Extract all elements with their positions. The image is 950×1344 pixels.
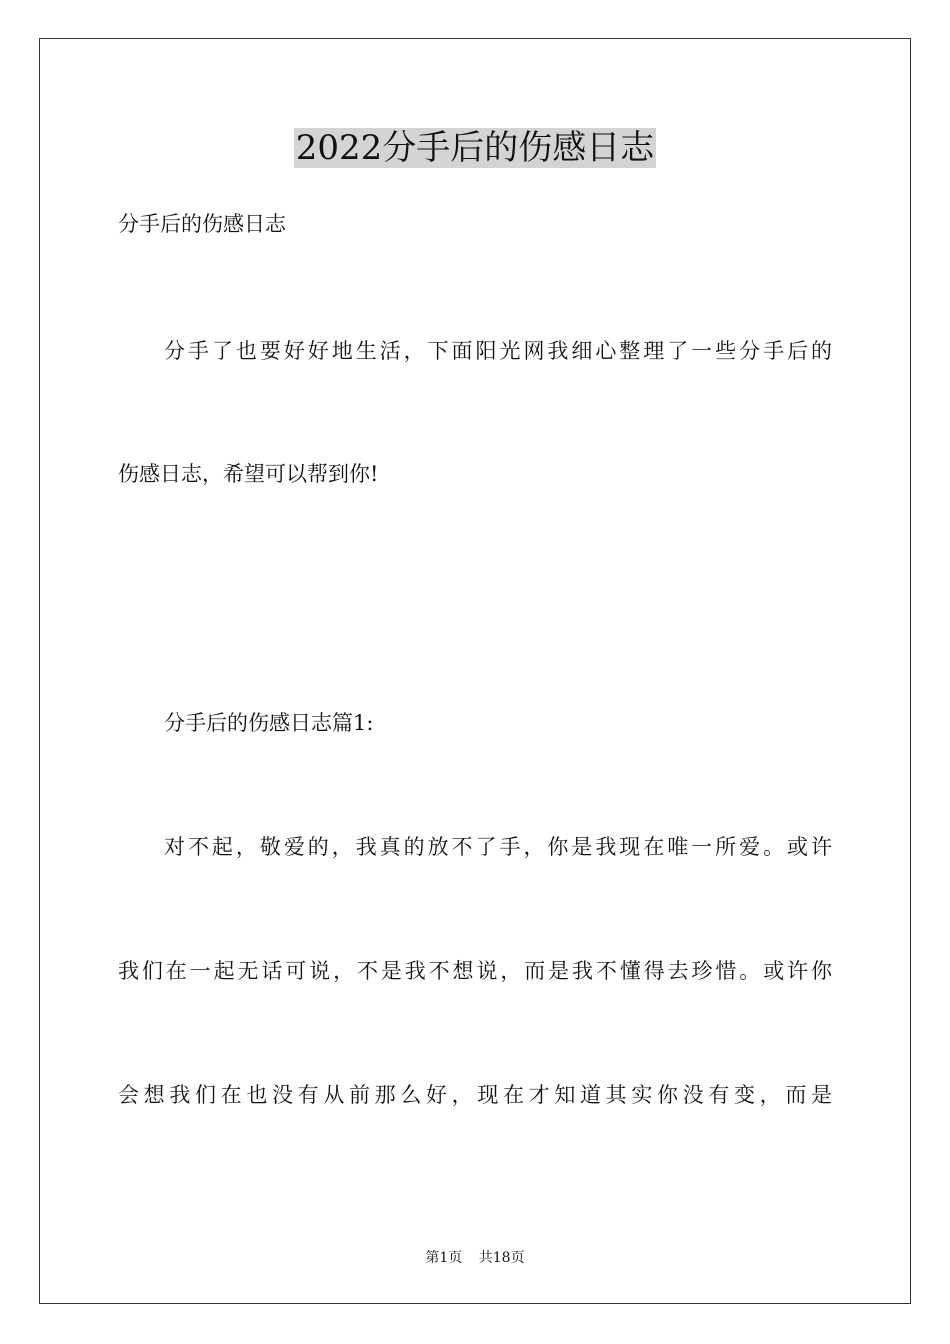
page-footer	[0, 1248, 950, 1268]
subtitle: 分手后的伤感日志	[118, 212, 286, 236]
document-title-text: 2022分手后的伤感日志	[295, 128, 655, 168]
intro-paragraph-line-1: 分手了也要好好地生活，下面阳光网我细心整理了一些分手后的	[164, 339, 832, 363]
document-title	[0, 124, 950, 172]
intro-paragraph-line-2: 伤感日志，希望可以帮到你!	[118, 462, 379, 486]
page-number-current: 第1页	[425, 1250, 463, 1266]
page-number-total: 共18页	[478, 1250, 525, 1266]
body-paragraph-line-2: 我们在一起无话可说，不是我不想说，而是我不懂得去珍惜。或许你	[118, 959, 832, 983]
body-paragraph-line-3: 会想我们在也没有从前那么好，现在才知道其实你没有变，而是	[118, 1083, 832, 1107]
body-paragraph-line-1: 对不起，敬爱的，我真的放不了手，你是我现在唯一所爱。或许	[164, 835, 832, 859]
section-heading: 分手后的伤感日志篇1:	[164, 711, 374, 735]
